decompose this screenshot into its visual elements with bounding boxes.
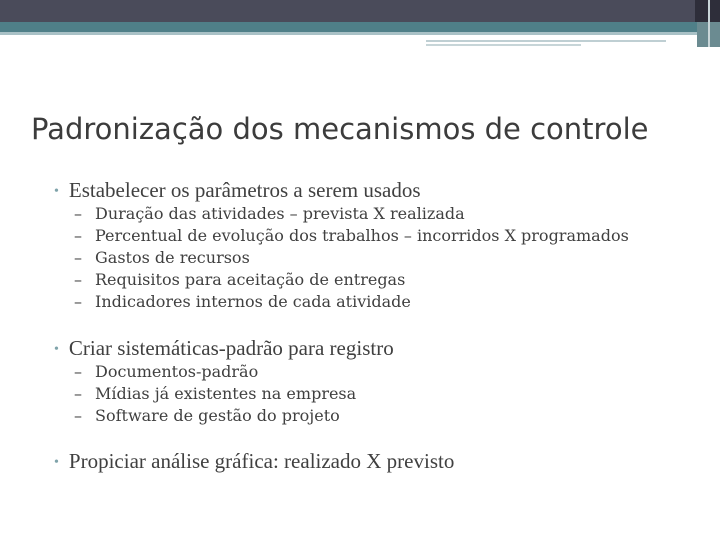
sub-item: – Software de gestão do projeto — [74, 406, 340, 425]
bullet-marker: • — [54, 184, 59, 199]
sub-marker: – — [74, 248, 82, 267]
sub-item: – Percentual de evolução dos trabalhos – incorridos X programados — [74, 226, 629, 245]
slide-title: Padronização dos mecanismos de controle — [31, 112, 649, 146]
bullet-item — [54, 178, 421, 203]
sub-list — [74, 203, 629, 313]
sub-marker: – — [74, 362, 82, 381]
sub-item: – Duração das atividades – prevista X realizada — [74, 204, 465, 223]
bullet-marker: • — [54, 455, 59, 470]
bullet-text: Estabelecer os parâmetros a serem usados — [68, 178, 421, 202]
sub-marker: – — [74, 292, 82, 311]
header-right-line — [708, 0, 710, 47]
sub-marker: – — [74, 384, 82, 403]
sub-item: – Requisitos para aceitação de entregas — [74, 270, 406, 289]
sub-marker: – — [74, 226, 82, 245]
sub-marker: – — [74, 270, 82, 289]
bullet-text: Propiciar análise gráfica: realizado X previsto — [68, 449, 455, 473]
bullet-text: Criar sistemáticas-padrão para registro — [68, 336, 394, 360]
sub-item: – Gastos de recursos — [74, 248, 250, 267]
sub-marker: – — [74, 406, 82, 425]
sub-list — [74, 361, 356, 427]
header-light-stripe — [0, 32, 720, 35]
header-dark-band — [0, 0, 695, 22]
bullet-item — [54, 449, 454, 474]
header-teal-stripe — [0, 22, 720, 32]
bullet-marker: • — [54, 342, 59, 357]
decorative-line — [426, 40, 666, 42]
sub-item: – Indicadores internos de cada atividade — [74, 292, 411, 311]
bullet-item — [54, 336, 394, 361]
sub-marker: – — [74, 204, 82, 223]
sub-item: – Mídias já existentes na empresa — [74, 384, 357, 403]
sub-item: – Documentos-padrão — [74, 362, 259, 381]
decorative-line — [426, 44, 581, 46]
